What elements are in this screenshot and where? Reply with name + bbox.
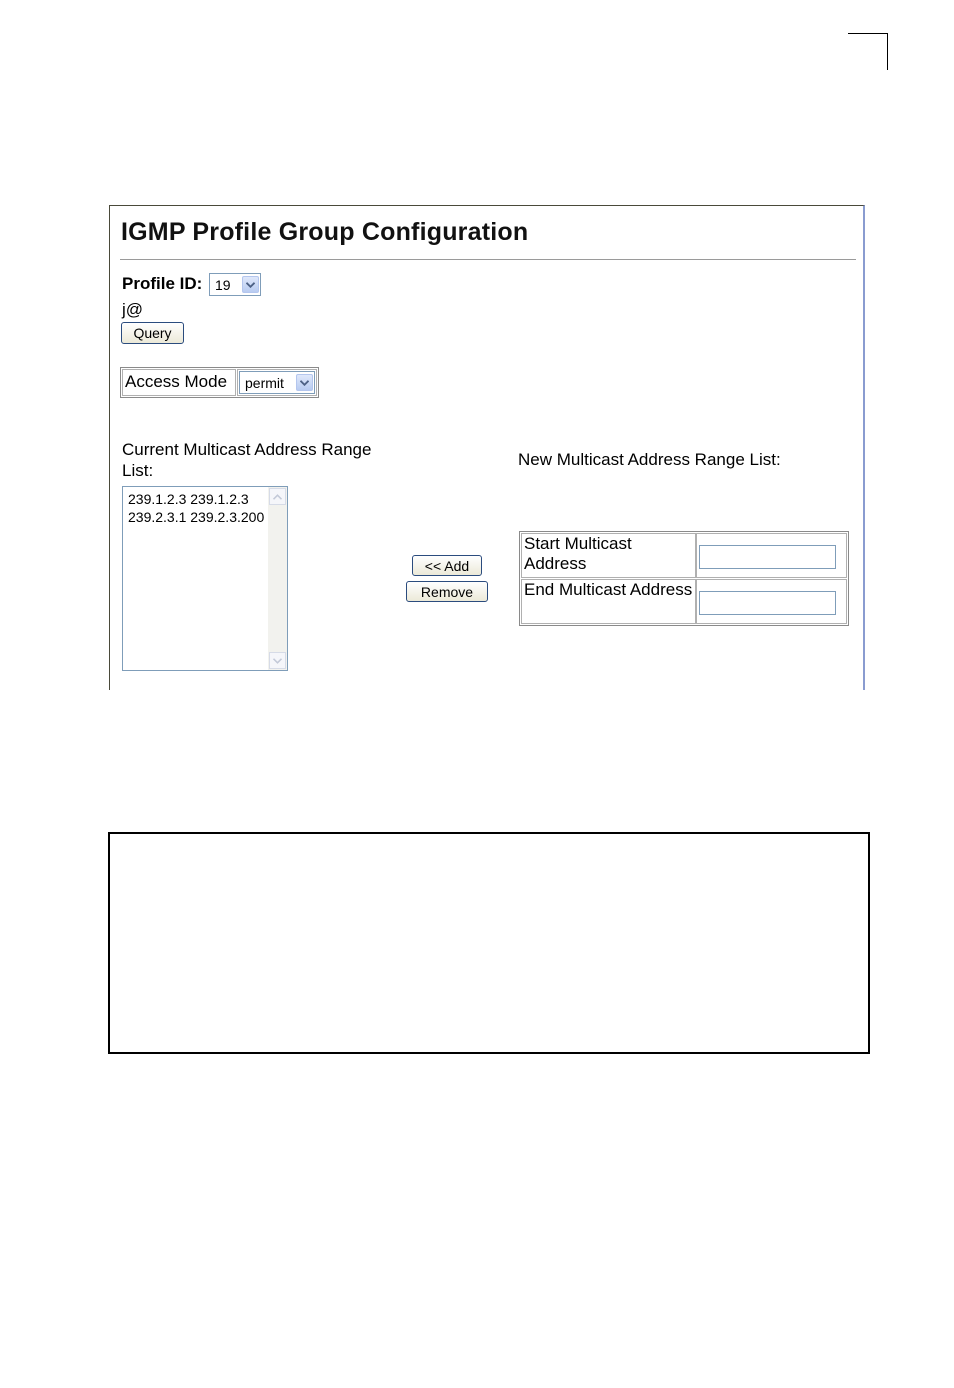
remove-button[interactable]: Remove — [406, 581, 488, 602]
listbox-items — [128, 490, 264, 526]
profile-id-label: Profile ID: — [122, 274, 203, 293]
chevron-down-icon[interactable] — [269, 652, 286, 669]
chevron-down-icon[interactable] — [242, 276, 259, 293]
crop-mark-horizontal — [848, 33, 888, 34]
list-item[interactable]: 239.2.3.1 239.2.3.200 — [128, 509, 265, 525]
current-address-listbox[interactable] — [122, 486, 288, 671]
access-mode-label: Access Mode — [122, 369, 236, 396]
access-mode-table — [120, 367, 319, 398]
current-list-label: Current Multicast Address Range List: — [122, 440, 372, 480]
start-address-label: Start Multicast Address — [521, 533, 696, 578]
title-divider — [120, 259, 856, 260]
chevron-down-icon[interactable] — [296, 374, 313, 391]
start-address-input[interactable] — [699, 545, 836, 569]
listbox-scrollbar[interactable] — [268, 487, 287, 670]
access-mode-value: permit — [245, 374, 284, 391]
end-address-cell — [696, 579, 847, 624]
chevron-up-icon[interactable] — [269, 488, 286, 505]
add-button[interactable]: << Add — [412, 555, 482, 576]
profile-id-value: 19 — [215, 276, 231, 293]
page-title: IGMP Profile Group Configuration — [121, 218, 529, 246]
empty-bordered-box — [108, 832, 870, 1054]
profile-id-select[interactable] — [209, 273, 261, 296]
crop-mark-vertical — [887, 33, 888, 70]
stray-text: j@ — [122, 300, 144, 319]
start-address-cell — [696, 533, 847, 578]
end-address-input[interactable] — [699, 591, 836, 615]
access-mode-select[interactable] — [239, 371, 315, 394]
new-address-table — [519, 531, 849, 626]
access-mode-cell — [237, 369, 317, 396]
igmp-profile-panel — [109, 205, 865, 690]
new-list-label: New Multicast Address Range List: — [518, 450, 781, 469]
end-address-label: End Multicast Address — [521, 579, 696, 624]
list-item[interactable]: 239.1.2.3 239.1.2.3 — [128, 491, 249, 507]
query-button[interactable]: Query — [121, 322, 184, 344]
